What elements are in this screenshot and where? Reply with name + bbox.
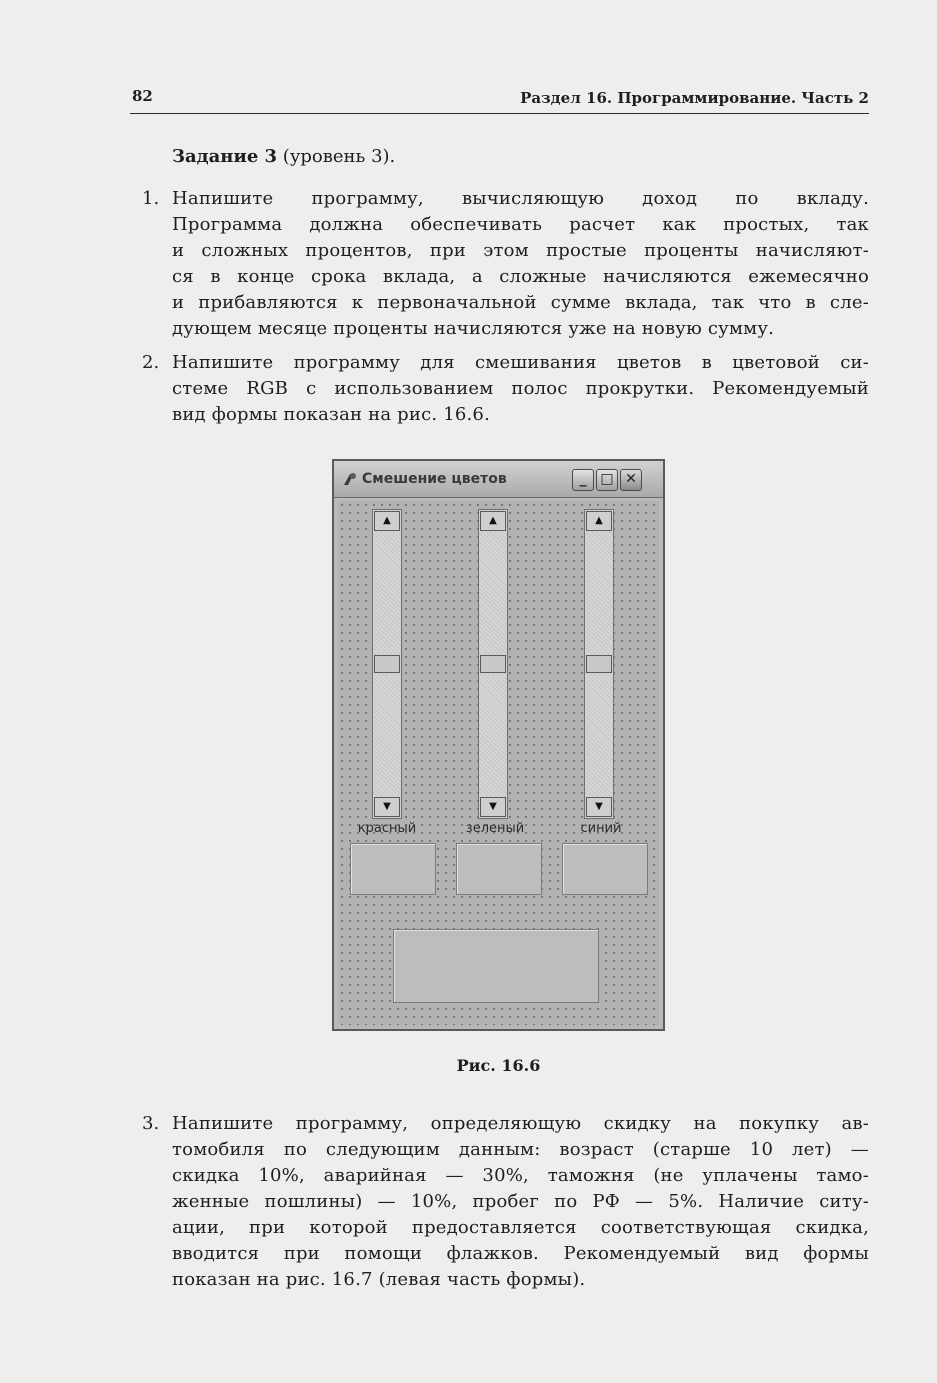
red-scroll-thumb[interactable] bbox=[374, 655, 400, 673]
item-text bbox=[172, 186, 869, 342]
form-client-area bbox=[338, 501, 659, 1025]
item-number: 2. bbox=[142, 352, 160, 373]
minimize-button[interactable]: _ bbox=[572, 469, 594, 491]
green-scrollbar[interactable] bbox=[478, 509, 508, 819]
running-head: Раздел 16. Программирование. Часть 2 bbox=[520, 89, 869, 107]
app-icon bbox=[342, 471, 358, 487]
blue-scrollbar[interactable] bbox=[584, 509, 614, 819]
item-line: вводится при помощи флажков. Рекомендуемый вид формы bbox=[172, 1243, 869, 1264]
item-line: скидка 10%, аварийная — 30%, таможня (не уплачены тамо- bbox=[172, 1165, 869, 1186]
task-heading-level: (уровень 3). bbox=[277, 146, 396, 167]
blue-value-box bbox=[562, 843, 648, 895]
item-line: Напишите программу, определяющую скидку на покупку ав- bbox=[172, 1113, 869, 1134]
close-button[interactable]: ✕ bbox=[620, 469, 642, 491]
task-item-1 bbox=[142, 186, 869, 342]
item-line: Напишите программу, вычисляющую доход по вкладу. bbox=[172, 188, 869, 209]
window-title: Смешение цветов bbox=[362, 471, 507, 487]
item-number: 3. bbox=[142, 1113, 160, 1134]
item-line: томобиля по следующим данным: возраст (старше 10 лет) — bbox=[172, 1139, 869, 1160]
task-item-2 bbox=[142, 350, 869, 428]
item-line: вид формы показан на рис. 16.6. bbox=[172, 404, 491, 425]
page-number: 82 bbox=[132, 87, 153, 105]
color-preview-panel bbox=[393, 929, 599, 1003]
scroll-up-arrow-icon[interactable]: ▲ bbox=[374, 511, 400, 531]
task-heading bbox=[172, 146, 395, 167]
red-scrollbar[interactable] bbox=[372, 509, 402, 819]
item-text bbox=[172, 1111, 869, 1293]
scroll-down-arrow-icon[interactable]: ▼ bbox=[586, 797, 612, 817]
item-line: ации, при которой предоставляется соответствующая скидка, bbox=[172, 1217, 869, 1238]
item-text bbox=[172, 350, 869, 428]
item-line: и сложных процентов, при этом простые проценты начисляют- bbox=[172, 240, 869, 261]
item-line: Программа должна обеспечивать расчет как простых, так bbox=[172, 214, 869, 235]
item-line: женные пошлины) — 10%, пробег по РФ — 5%. Наличие ситу- bbox=[172, 1191, 869, 1212]
item-line: и прибавляются к первоначальной сумме вклада, так что в сле- bbox=[172, 292, 869, 313]
header-rule bbox=[130, 113, 869, 114]
item-line: дующем месяце проценты начисляются уже на новую сумму. bbox=[172, 318, 775, 339]
item-line: Напишите программу для смешивания цветов в цветовой си- bbox=[172, 352, 869, 373]
item-line: ся в конце срока вклада, а сложные начисляются ежемесячно bbox=[172, 266, 869, 287]
green-value-box bbox=[456, 843, 542, 895]
item-line: показан на рис. 16.7 (левая часть формы). bbox=[172, 1269, 586, 1290]
scroll-down-arrow-icon[interactable]: ▼ bbox=[480, 797, 506, 817]
task-item-3 bbox=[142, 1111, 869, 1293]
item-number: 1. bbox=[142, 188, 160, 209]
label-blue: синий bbox=[580, 821, 622, 836]
color-mixer-window bbox=[332, 459, 665, 1031]
figure-caption: Рис. 16.6 bbox=[456, 1056, 541, 1075]
label-green: зеленый bbox=[465, 821, 525, 836]
item-line: стеме RGB с использованием полос прокрутки. Рекомендуемый bbox=[172, 378, 869, 399]
maximize-button[interactable]: □ bbox=[596, 469, 618, 491]
task-heading-bold: Задание 3 bbox=[172, 146, 278, 167]
scroll-up-arrow-icon[interactable]: ▲ bbox=[480, 511, 506, 531]
red-value-box bbox=[350, 843, 436, 895]
green-scroll-thumb[interactable] bbox=[480, 655, 506, 673]
blue-scroll-thumb[interactable] bbox=[586, 655, 612, 673]
label-red: красный bbox=[357, 821, 417, 836]
scroll-down-arrow-icon[interactable]: ▼ bbox=[374, 797, 400, 817]
scroll-up-arrow-icon[interactable]: ▲ bbox=[586, 511, 612, 531]
window-titlebar[interactable] bbox=[334, 461, 663, 498]
